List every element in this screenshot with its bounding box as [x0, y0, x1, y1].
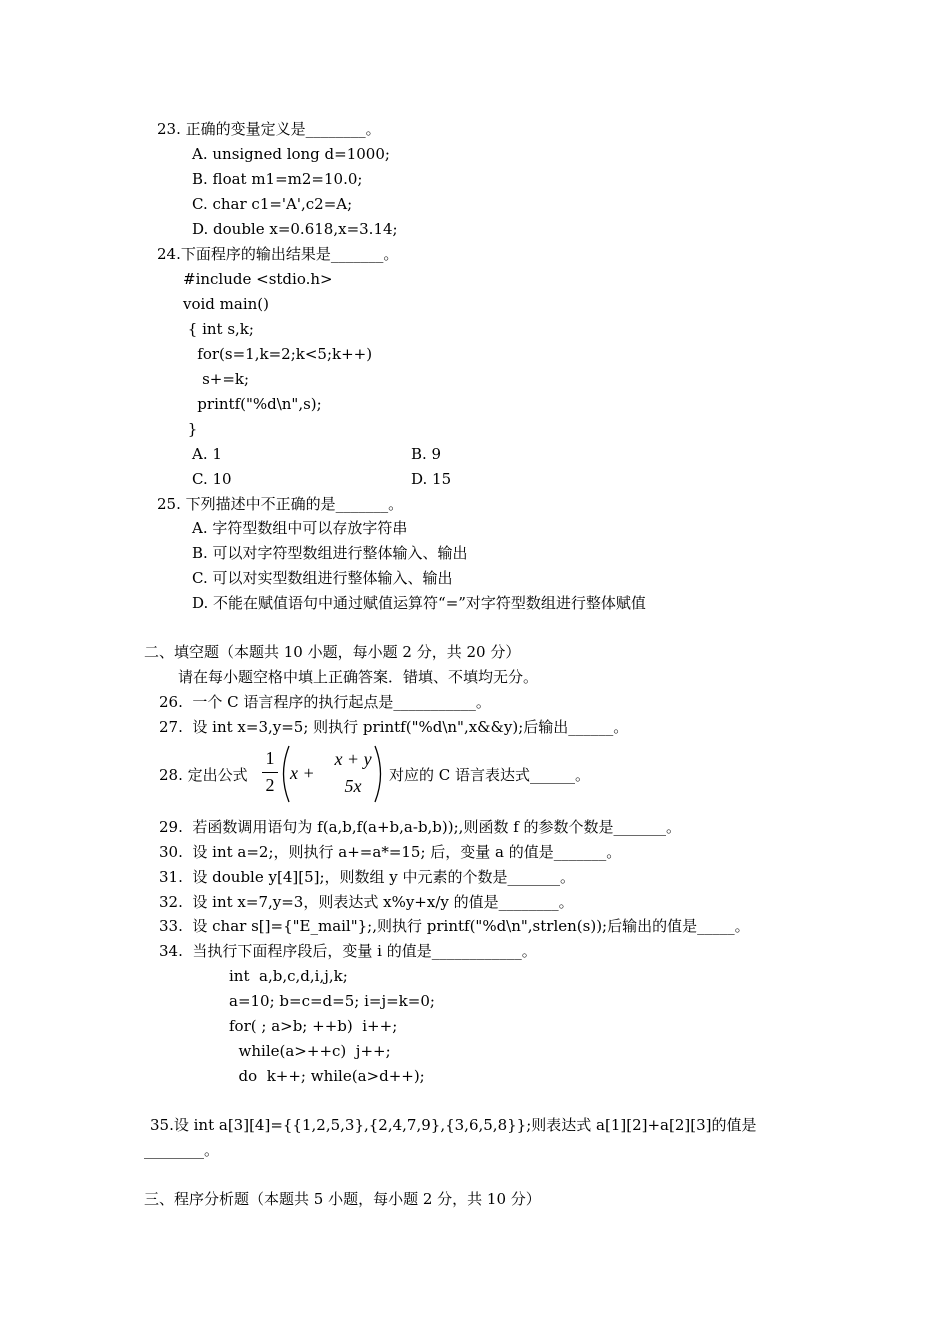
section2-instruction: 请在每小题空格中填上正确答案．错填、不填均无分。: [178, 668, 539, 686]
q24-code-line: }: [183, 420, 198, 438]
q27-text: 27. 设 int x=3,y=5; 则执行 printf("%d\n",x&&y);后输出______。: [159, 718, 629, 736]
q25-option-a: A. 字符型数组中可以存放字符串: [192, 519, 408, 537]
q35-line2: ________。: [144, 1141, 220, 1159]
q24-code-line: for(s=1,k=2;k<5;k++): [183, 345, 373, 363]
q23-option-b: B. float m1=m2=10.0;: [192, 170, 363, 188]
q24-option-a: A. 1: [192, 445, 222, 463]
q24-stem: 24.下面程序的输出结果是_______。: [157, 245, 399, 263]
q28-prefix: 28. 定出公式: [159, 766, 248, 784]
formula-half-numerator: 1: [265, 748, 275, 768]
q33-text: 33. 设 char s[]={"E_mail"};,则执行 printf("%d\n",strlen(s));后输出的值是_____。: [159, 917, 750, 935]
q24-code-line: { int s,k;: [183, 320, 254, 338]
q25-option-d: D. 不能在赋值语句中通过赋值运算符“=”对字符型数组进行整体赋值: [192, 594, 646, 612]
q31-text: 31. 设 double y[4][5];，则数组 y 中元素的个数是_______。: [159, 868, 576, 886]
q23-option-a: A. unsigned long d=1000;: [192, 145, 390, 163]
formula-x-plus: x +: [290, 763, 315, 783]
q25-stem: 25. 下列描述中不正确的是_______。: [157, 495, 404, 513]
section3-title: 三、程序分析题（本题共 5 小题，每小题 2 分，共 10 分）: [144, 1190, 541, 1208]
q28-suffix: 对应的 C 语言表达式______。: [389, 766, 591, 784]
q24-option-c: C. 10: [192, 470, 232, 488]
q23-option-c: C. char c1='A',c2=A;: [192, 195, 353, 213]
q32-text: 32. 设 int x=7,y=3，则表达式 x%y+x/y 的值是________。: [159, 893, 574, 911]
formula-half-denominator: 2: [265, 775, 275, 795]
q34-code-line: while(a>++c) j++;: [229, 1042, 391, 1060]
q30-text: 30. 设 int a=2;，则执行 a+=a*=15; 后，变量 a 的值是_______。: [159, 843, 622, 861]
q34-code-line: for( ; a>b; ++b) i++;: [229, 1017, 398, 1035]
q34-code-line: a=10; b=c=d=5; i=j=k=0;: [229, 992, 435, 1010]
q24-code-line: s+=k;: [183, 370, 250, 388]
formula-inner-numerator: x + y: [334, 749, 372, 769]
q26-text: 26. 一个 C 语言程序的执行起点是___________。: [159, 693, 491, 711]
q34-code-line: int a,b,c,d,i,j,k;: [229, 967, 348, 985]
section2-title: 二、填空题（本题共 10 小题，每小题 2 分，共 20 分）: [144, 643, 521, 661]
q24-code-line: printf("%d\n",s);: [183, 395, 322, 413]
q34-code-line: do k++; while(a>d++);: [229, 1067, 425, 1085]
q25-option-c: C. 可以对实型数组进行整体输入、输出: [192, 569, 453, 587]
q23-option-d: D. double x=0.618,x=3.14;: [192, 220, 398, 238]
q29-text: 29. 若函数调用语句为 f(a,b,f(a+b,a-b,b));,则函数 f 的参数个数是_______。: [159, 818, 682, 836]
q35-line1: 35.设 int a[3][4]={{1,2,5,3},{2,4,7,9},{3,6,5,8}};则表达式 a[1][2]+a[2][3]的值是: [150, 1116, 757, 1134]
q24-code-line: #include <stdio.h>: [183, 270, 333, 288]
q24-code-line: void main(): [183, 295, 270, 313]
q25-option-b: B. 可以对字符型数组进行整体输入、输出: [192, 544, 468, 562]
q24-option-d: D. 15: [411, 470, 452, 488]
formula-inner-denominator: 5x: [344, 776, 362, 796]
q24-option-b: B. 9: [411, 445, 442, 463]
q23-stem: 23. 正确的变量定义是________。: [157, 120, 381, 138]
q34-stem: 34. 当执行下面程序段后，变量 i 的值是____________。: [159, 942, 537, 960]
formula-right-paren: [372, 744, 388, 804]
